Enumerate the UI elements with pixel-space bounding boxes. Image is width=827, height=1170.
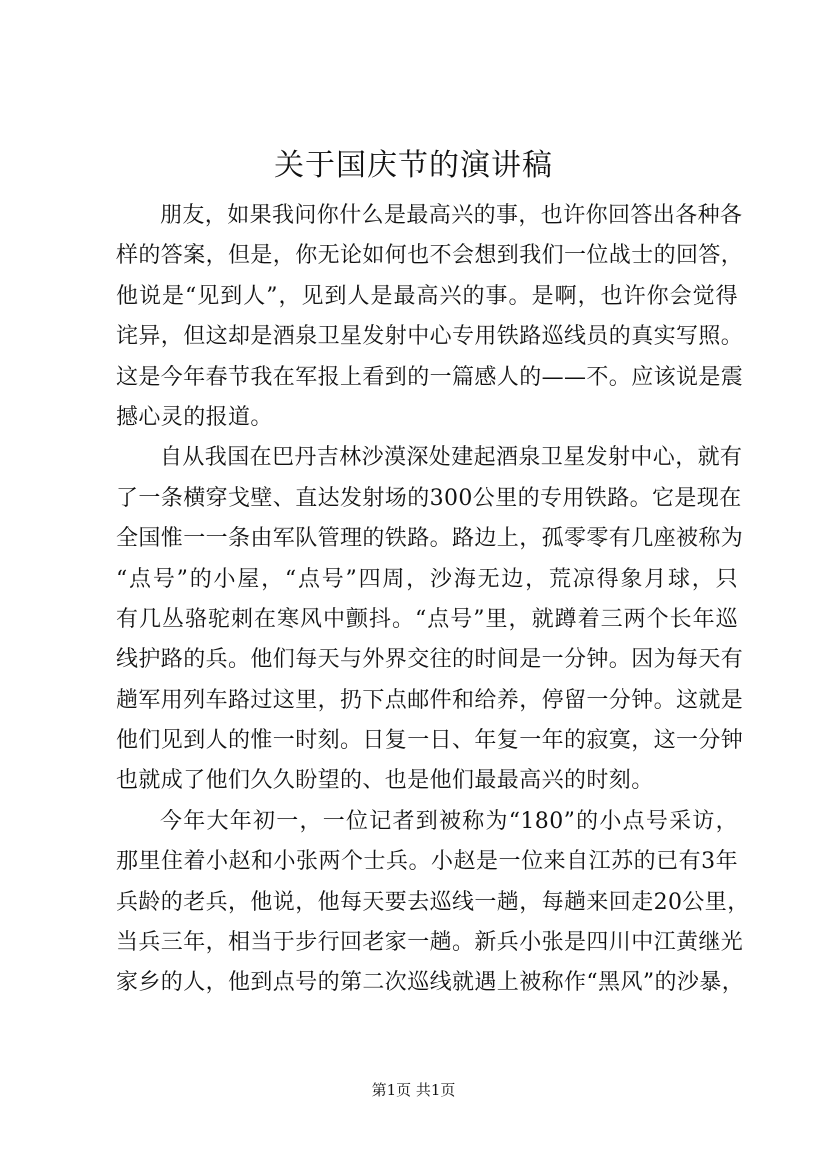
paragraph-line: 撼心灵的报道。 [116, 404, 273, 430]
document-title: 关于国庆节的演讲稿 [274, 148, 553, 183]
page-footer: 第1页 共1页 [371, 1081, 456, 1099]
paragraph-line: 也就成了他们久久盼望的、也是他们最最高兴的时刻。 [116, 768, 654, 794]
paragraph-line: 诧异，但这却是酒泉卫星发射中心专用铁路巡线员的真实写照。 [116, 324, 744, 350]
paragraph-line: 趟军用列车路过这里，扔下点邮件和给养，停留一分钟。这就是 [116, 687, 744, 713]
paragraph-line: 自从我国在巴丹吉林沙漠深处建起酒泉卫星发射中心，就有 [160, 445, 743, 471]
paragraph-line: 这是今年春节我在军报上看到的一篇感人的——不。应该说是震 [116, 364, 744, 390]
paragraph-line: 兵龄的老兵，他说，他每天要去巡线一趟，每趟来回走20公里， [116, 889, 750, 915]
paragraph-line: 当兵三年，相当于步行回老家一趟。新兵小张是四川中江黄继光 [116, 930, 744, 956]
paragraph-line: 他们见到人的惟一时刻。日复一日、年复一年的寂寞，这一分钟 [116, 728, 744, 754]
paragraph-line: 那里住着小赵和小张两个士兵。小赵是一位来自江苏的已有3年 [116, 849, 738, 875]
paragraph-line: 朋友，如果我问你什么是最高兴的事，也许你回答出各种各 [160, 203, 743, 228]
paragraph-line: 今年大年初一，一位记者到被称为“180”的小点号采访， [160, 808, 738, 834]
document-body [116, 196, 750, 1004]
paragraph-line: 家乡的人，他到点号的第二次巡线就遇上被称作“黑风”的沙暴， [116, 970, 745, 996]
paragraph-line: “点号”的小屋，“点号”四周，沙海无边，荒凉得象月球，只 [116, 566, 738, 592]
paragraph-line: 全国惟一一条由军队管理的铁路。路边上，孤零零有几座被称为 [116, 526, 744, 552]
paragraph-line: 线护路的兵。他们每天与外界交往的时间是一分钟。因为每天有 [116, 647, 744, 673]
paragraph-line: 样的答案，但是，你无论如何也不会想到我们一位战士的回答， [116, 243, 744, 269]
paragraph-line: 他说是“见到人”，见到人是最高兴的事。是啊，也许你会觉得 [116, 283, 738, 309]
paragraph-line: 了一条横穿戈壁、直达发射场的300公里的专用铁路。它是现在 [116, 485, 742, 511]
paragraph-line: 有几丛骆驼刺在寒风中颤抖。“点号”里，就蹲着三两个长年巡 [116, 606, 738, 632]
